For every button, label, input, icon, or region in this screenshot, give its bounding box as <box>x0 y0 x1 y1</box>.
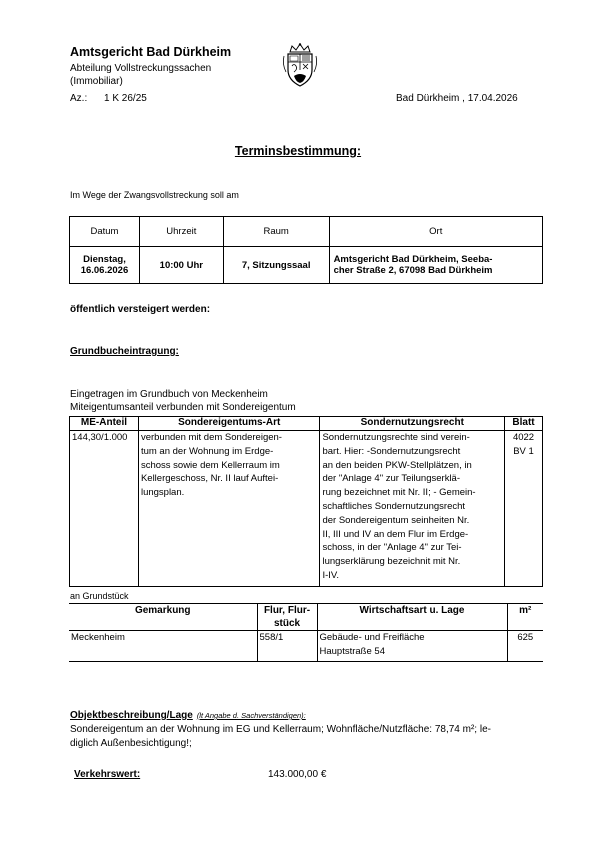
gs-art-line1: Gebäude- und Freifläche <box>319 632 425 643</box>
gb-recht-line: der Sondereigentum seinheiten Nr. <box>322 514 470 526</box>
termin-table <box>69 216 543 284</box>
gb-header-blatt: Blatt <box>505 417 543 431</box>
verkehrswert-value: 143.000,00 € <box>268 769 327 780</box>
objekt-title: Objektbeschreibung/Lage <box>70 710 193 721</box>
gb-art <box>138 431 320 587</box>
gb-header-art: Sondereigentums-Art <box>138 417 320 431</box>
gb-blatt-line2: BV 1 <box>513 445 534 457</box>
verkehrswert-label: Verkehrswert: <box>74 769 141 780</box>
gb-recht-line: schoss, in der "Anlage 4" zur Tei- <box>322 542 462 554</box>
gb-recht-line: bart. Hier: -Sondernutzungsrecht <box>322 445 461 457</box>
gb-header-recht: Sondernutzungsrecht <box>320 417 505 431</box>
termin-uhrzeit: 10:00 Uhr <box>139 247 223 284</box>
gb-recht-line: Sondernutzungsrechte sind verein- <box>322 432 470 443</box>
objekt-text <box>70 723 540 751</box>
termin-datum-line2: 16.06.2026 <box>80 265 129 276</box>
gs-art-line2: Hauptstraße 54 <box>319 645 385 657</box>
gs-header-flur-line1: Flur, Flur- <box>263 605 311 616</box>
gs-header-flaeche: m² <box>507 604 543 631</box>
grundstueck-header-row <box>69 604 543 631</box>
gs-header-gemarkung: Gemarkung <box>69 604 257 631</box>
termin-header-raum: Raum <box>223 217 329 247</box>
gb-art-line: lungsplan. <box>140 487 185 499</box>
grundbuch-line2: Miteigentumsanteil verbunden mit Sondereigentum <box>70 402 296 413</box>
document-title: Terminsbestimmung: <box>234 144 362 158</box>
termin-ort <box>329 247 542 284</box>
termin-ort-line1: Amtsgericht Bad Dürkheim, Seeba- <box>333 254 493 265</box>
grundbuch-table <box>69 416 543 587</box>
objekt-source: (lt Angabe d. Sachverständigen): <box>196 711 306 720</box>
gb-art-line: verbunden mit dem Sondereigen- <box>140 432 282 443</box>
gs-header-flur-line2: stück <box>273 618 301 629</box>
grundstueck-row <box>69 631 543 662</box>
termin-datum <box>70 247 140 284</box>
grundstueck-table <box>69 603 543 662</box>
gb-blatt <box>505 431 543 587</box>
termin-header-row <box>70 217 543 247</box>
department: Abteilung Vollstreckungssachen <box>70 63 212 74</box>
grundstueck-label: an Grundstück <box>70 591 129 601</box>
grundbuch-row <box>70 431 543 587</box>
termin-datum-line1: Dienstag, <box>83 254 126 265</box>
termin-header-datum: Datum <box>70 217 140 247</box>
termin-header-ort: Ort <box>329 217 542 247</box>
gs-header-wirtschaftsart: Wirtschaftsart u. Lage <box>317 604 507 631</box>
gb-anteil: 144,30/1.000 <box>70 431 139 587</box>
coat-of-arms-icon <box>280 42 320 88</box>
grundbuch-header-row <box>70 417 543 431</box>
gb-recht-line: schaftliches Sondernutzungsrecht <box>322 500 466 512</box>
objekt-text-line2: diglich Außenbesichtigung!; <box>70 738 192 749</box>
gs-header-flur <box>257 604 317 631</box>
gb-art-line: tum an der Wohnung im Erdge- <box>140 445 274 457</box>
gb-recht-line: lungserklärung bezeichnit mit Nr. <box>322 556 461 568</box>
gs-flur: 558/1 <box>257 631 317 662</box>
termin-value-row <box>70 247 543 284</box>
auction-text: öffentlich versteigert werden: <box>70 304 211 315</box>
gb-header-anteil: ME-Anteil <box>70 417 139 431</box>
gs-gemarkung: Meckenheim <box>69 631 257 662</box>
gb-recht-line: I-IV. <box>322 569 340 581</box>
court-name: Amtsgericht Bad Dürkheim <box>70 45 232 59</box>
termin-ort-line2: cher Straße 2, 67098 Bad Dürkheim <box>333 265 493 276</box>
termin-header-uhrzeit: Uhrzeit <box>139 217 223 247</box>
place-date: Bad Dürkheim , 17.04.2026 <box>396 93 518 104</box>
grundbuch-title: Grundbucheintragung: <box>70 346 179 357</box>
department-sub: (Immobiliar) <box>70 76 123 87</box>
objekt-text-line1: Sondereigentum an der Wohnung im EG und Kellerraum; Wohnfläche/Nutzfläche: 78,74 m²; le- <box>70 724 491 735</box>
gb-blatt-line1: 4022 <box>512 432 535 443</box>
termin-raum: 7, Sitzungssaal <box>223 247 329 284</box>
az-label: Az.: <box>70 93 88 104</box>
intro-text: Im Wege der Zwangsvollstreckung soll am <box>70 190 239 200</box>
gb-recht-line: rung bezeichnet mit Nr. II; - Gemein- <box>322 487 476 499</box>
gb-recht-line: der "Anlage 4" zur Teilungserklä- <box>322 473 461 485</box>
az-value: 1 K 26/25 <box>104 93 147 104</box>
gb-recht-line: II, III und IV an dem Flur im Erdge- <box>322 528 469 540</box>
objekt-title-line <box>70 710 306 722</box>
gb-recht-line: an den beiden PKW-Stellplätzen, in <box>322 459 472 471</box>
gb-art-line: Kellergeschoss, Nr. II lauf Auftei- <box>140 473 279 485</box>
gb-art-line: schoss sowie dem Kellerraum im <box>140 459 280 471</box>
gs-art <box>317 631 507 662</box>
grundbuch-line1: Eingetragen im Grundbuch von Meckenheim <box>70 389 268 400</box>
gs-flaeche: 625 <box>507 631 543 662</box>
gb-recht <box>320 431 505 587</box>
